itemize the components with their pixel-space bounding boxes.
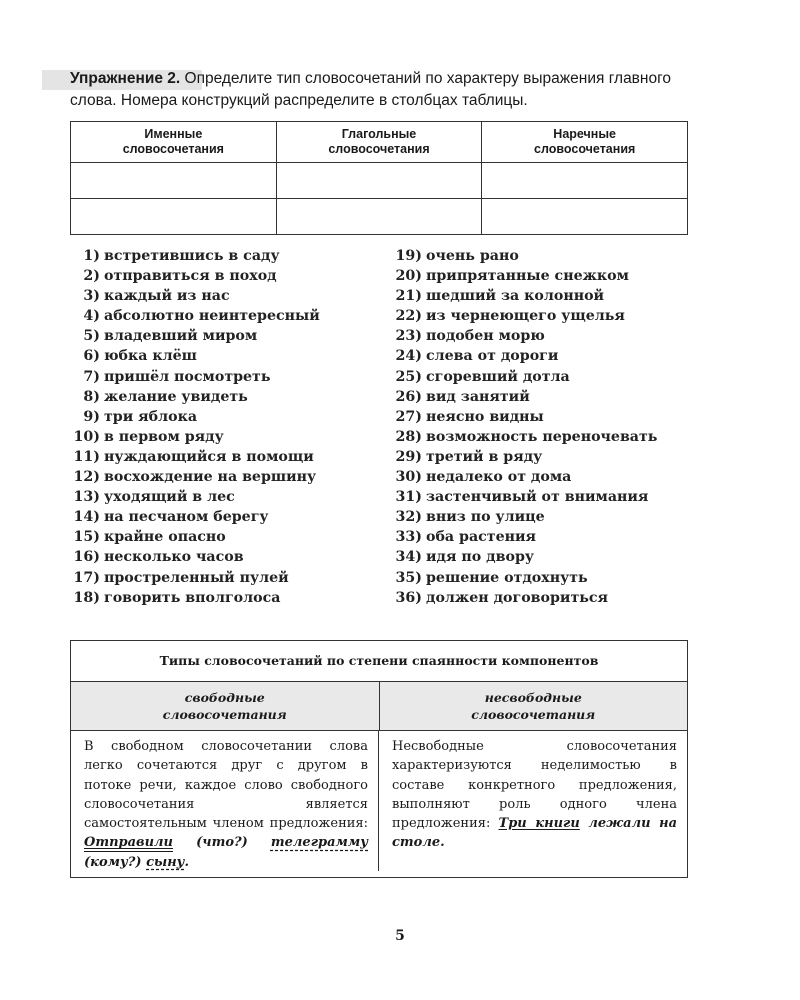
phrase-number: 10): [73, 428, 100, 445]
phrase-text: недалеко от дома: [426, 469, 572, 486]
phrase-item: [70, 246, 370, 266]
phrase-item: [392, 447, 692, 467]
phrase-number: 1): [83, 248, 100, 264]
exercise-text: Определите тип словосочетаний по характеру выражения главного слова. Номера конструкций распределите в столбцах таблицы.: [70, 70, 672, 109]
phrase-number: 32): [395, 509, 422, 526]
answer-cell[interactable]: [482, 163, 688, 199]
phrase-item: [70, 467, 370, 487]
phrase-text: припрятанные снежком: [426, 268, 629, 285]
phrase-item: [392, 568, 692, 588]
phrase-text: третий в ряду: [426, 448, 543, 465]
phrase-item: [70, 346, 370, 366]
phrase-item: [70, 487, 370, 507]
phrase-number: 4): [83, 308, 100, 325]
info-title: Типы словосочетаний по степени спаянности компонентов: [71, 641, 687, 682]
phrase-item: [70, 447, 370, 467]
free-head: свободные словосочетания: [71, 682, 380, 731]
phrase-item: [70, 588, 370, 608]
phrase-text: на песчаном берегу: [104, 509, 269, 526]
phrase-number: 27): [395, 408, 422, 425]
phrase-text: очень рано: [426, 248, 519, 264]
phrase-number: 3): [83, 288, 100, 305]
phrase-item: [392, 367, 692, 387]
phrase-text: застенчивый от внимания: [426, 489, 649, 506]
phrase-number: 17): [73, 569, 100, 586]
phrase-item: [70, 387, 370, 407]
phrase-list-right: [392, 246, 692, 608]
phrase-text: отправиться в поход: [104, 268, 277, 285]
phrase-text: встретившись в саду: [104, 248, 280, 264]
phrase-text: говорить вполголоса: [104, 589, 281, 606]
phrase-item: [392, 467, 692, 487]
phrase-number: 12): [73, 469, 100, 486]
phrase-text: абсолютно неинтересный: [104, 308, 320, 325]
phrase-item: [392, 427, 692, 447]
answer-cell[interactable]: [276, 199, 482, 235]
phrase-number: 24): [395, 348, 422, 365]
phrase-text: в первом ряду: [104, 428, 224, 445]
example-subject: Три книги: [498, 816, 580, 832]
phrase-item: [392, 507, 692, 527]
phrase-item: [70, 407, 370, 427]
phrase-number: 25): [395, 368, 422, 385]
phrase-number: 18): [73, 589, 100, 606]
phrase-item: [392, 246, 692, 266]
phrase-number: 22): [395, 308, 422, 325]
phrase-text: подобен морю: [426, 328, 545, 345]
phrase-item: [70, 367, 370, 387]
phrase-number: 6): [83, 348, 100, 365]
phrase-text: несколько часов: [104, 549, 244, 566]
phrase-item: [392, 487, 692, 507]
phrase-text: из чернеющего ущелья: [426, 308, 625, 325]
phrase-text: уходящий в лес: [104, 489, 235, 506]
phrase-item: [70, 507, 370, 527]
phrase-text: восхождение на вершину: [104, 469, 317, 486]
phrase-number: 29): [395, 448, 422, 465]
phrase-number: 31): [395, 489, 422, 506]
phrase-text: нуждающийся в помощи: [104, 448, 314, 465]
phrase-number: 19): [395, 248, 422, 264]
phrase-item: [392, 527, 692, 547]
phrase-item: [392, 547, 692, 567]
phrase-item: [392, 286, 692, 306]
phrase-text: возможность переночевать: [426, 428, 658, 445]
exercise-label: Упражнение 2.: [70, 70, 181, 87]
phrase-text: владевший миром: [104, 328, 258, 345]
phrase-text: сгоревший дотла: [426, 368, 570, 385]
phrase-item: [70, 266, 370, 286]
phrase-text: юбка клёш: [104, 348, 197, 365]
header-verbal: Глагольные словосочетания: [276, 122, 482, 163]
phrase-item: [70, 547, 370, 567]
phrase-number: 16): [73, 549, 100, 566]
phrase-item: [70, 527, 370, 547]
phrase-item: [392, 588, 692, 608]
phrase-item: [392, 306, 692, 326]
phrase-number: 9): [83, 408, 100, 425]
phrase-number: 11): [73, 448, 100, 465]
phrase-text: слева от дороги: [426, 348, 559, 365]
phrase-text: неясно видны: [426, 408, 544, 425]
phrase-text: крайне опасно: [104, 529, 226, 546]
phrase-text: каждый из нас: [104, 288, 230, 305]
phrase-text: вид занятий: [426, 388, 530, 405]
phrase-number: 15): [73, 529, 100, 546]
phrase-item: [392, 266, 692, 286]
phrase-text: вниз по улице: [426, 509, 545, 526]
answer-cell[interactable]: [276, 163, 482, 199]
phrase-number: 14): [73, 509, 100, 526]
exercise-task: [70, 68, 710, 112]
phrase-text: пришёл посмотреть: [104, 368, 271, 385]
phrase-text: шедший за колонной: [426, 288, 605, 305]
example-object: телеграмму: [270, 835, 369, 851]
answer-table: [70, 121, 688, 235]
phrase-item: [70, 326, 370, 346]
phrase-text: простреленный пулей: [104, 569, 289, 586]
phrase-list-left: [70, 246, 370, 608]
phrase-item: [70, 568, 370, 588]
phrase-item: [392, 326, 692, 346]
phrase-number: 35): [395, 569, 422, 586]
phrase-number: 33): [395, 529, 422, 546]
free-description: В свободном словосочетании слова легко сочетаются друг с другом в потоке речи, каждое слово свободного словосочетания является самостоятельным членом предложения: Отправили (что?) телеграмму (кому?) сыну.: [71, 731, 379, 871]
phrase-number: 2): [83, 268, 100, 285]
phrase-number: 5): [83, 328, 100, 345]
phrase-text: идя по двору: [426, 549, 534, 566]
phrase-text: желание увидеть: [104, 388, 248, 405]
header-nominal: Именные словосочетания: [71, 122, 277, 163]
answer-cell[interactable]: [71, 163, 277, 199]
phrase-number: 30): [395, 469, 422, 486]
answer-cell[interactable]: [71, 199, 277, 235]
phrase-item: [70, 306, 370, 326]
nonfree-head: несвободные словосочетания: [380, 682, 688, 731]
info-box: [70, 640, 688, 878]
phrase-item: [392, 346, 692, 366]
phrase-number: 26): [395, 388, 422, 405]
phrase-text: должен договориться: [426, 589, 608, 606]
phrase-number: 7): [83, 368, 100, 385]
phrase-number: 13): [73, 489, 100, 506]
header-adverbial: Наречные словосочетания: [482, 122, 688, 163]
phrase-item: [392, 407, 692, 427]
example-object-2: сыну: [146, 854, 185, 870]
phrase-item: [392, 387, 692, 407]
page-number: 5: [395, 928, 405, 944]
phrase-number: 23): [395, 328, 422, 345]
phrase-item: [70, 286, 370, 306]
phrase-text: три яблока: [104, 408, 198, 425]
phrase-number: 28): [395, 428, 422, 445]
phrase-number: 21): [395, 288, 422, 305]
example-predicate: Отправили: [84, 835, 174, 851]
nonfree-description: Несвободные словосочетания характеризуются неделимостью в составе конкретного предложения, выполняют роль одного члена предложения: Три книги лежали на столе.: [392, 739, 678, 851]
answer-cell[interactable]: [482, 199, 688, 235]
phrase-text: оба растения: [426, 529, 537, 546]
phrase-item: [70, 427, 370, 447]
phrase-text: решение отдохнуть: [426, 569, 588, 586]
phrase-number: 20): [395, 268, 422, 285]
phrase-number: 34): [395, 549, 422, 566]
phrase-number: 36): [395, 589, 422, 606]
phrase-number: 8): [83, 388, 100, 405]
